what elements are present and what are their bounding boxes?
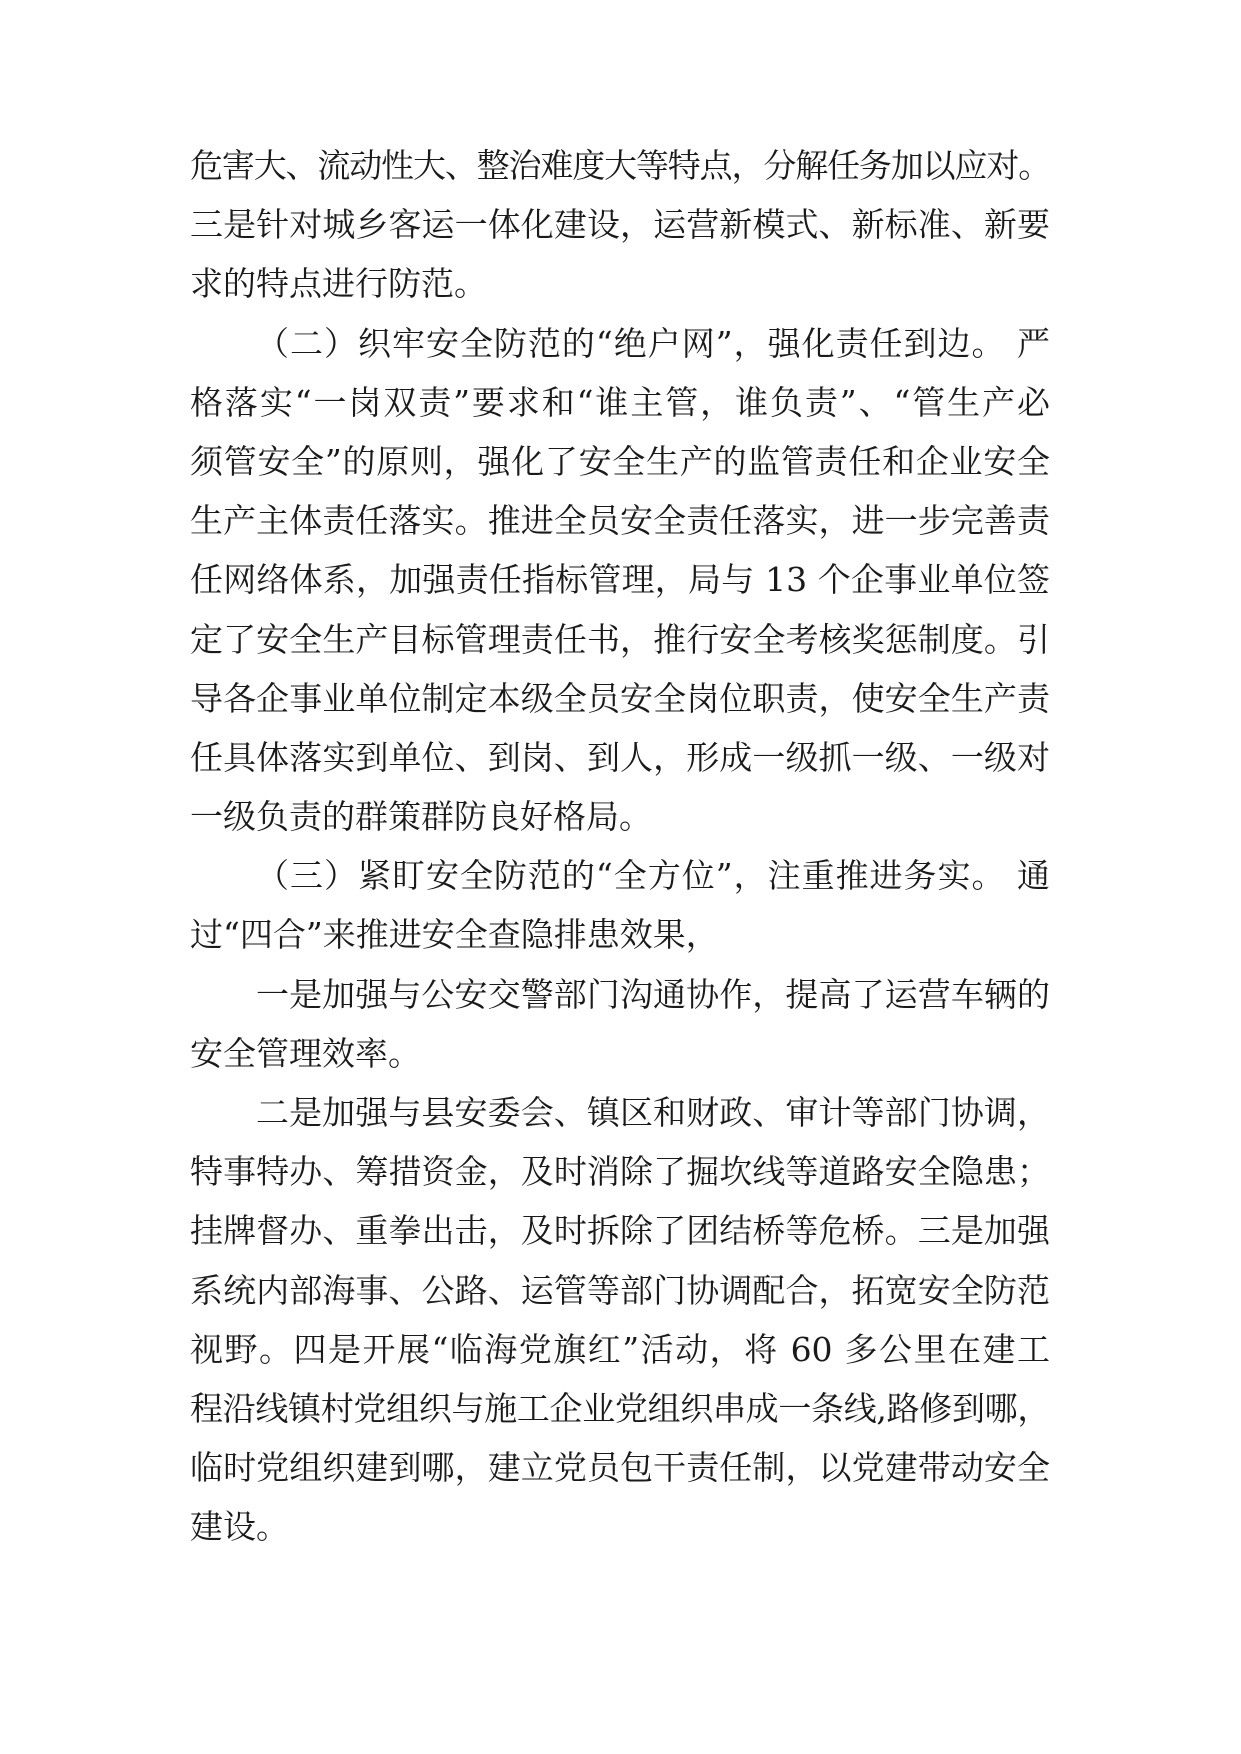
text-line: 二是加强与县安委会、镇区和财政、审计等部门协调， [256, 1093, 1050, 1132]
text-line: 格落实“一岗双责”要求和“谁主管，谁负责”、“管生产必 [190, 382, 1050, 422]
text-line: （三）紧盯安全防范的“全方位”，注重推进务实。 通 [256, 856, 1050, 896]
text-line: 视野。四是开展“临海党旗红”活动，将 60 多公里在建工 [190, 1329, 1050, 1369]
document-body [190, 136, 1050, 1557]
text-line: 一级负责的群策群防良好格局。 [190, 797, 652, 837]
text-line: 任具体落实到单位、到岗、到人，形成一级抓一级、一级对 [190, 737, 1050, 777]
text-line: 建设。 [190, 1507, 289, 1547]
text-line: 须管安全”的原则，强化了安全生产的监管责任和企业安全 [190, 441, 1050, 481]
text-line: 三是针对城乡客运一体化建设，运营新模式、新标准、新要 [190, 205, 1050, 245]
text-line: 任网络体系，加强责任指标管理，局与 13 个企事业单位签 [190, 560, 1050, 600]
document-page [190, 136, 1050, 1557]
text-line: 导各企事业单位制定本级全员安全岗位职责，使安全生产责 [190, 678, 1050, 718]
text-line: 求的特点进行防范。 [190, 264, 487, 304]
text-line: 特事特办、筹措资金，及时消除了掘坎线等道路安全隐患； [190, 1152, 1050, 1192]
text-line: （二）织牢安全防范的“绝户网”，强化责任到边。 严 [256, 323, 1050, 363]
text-line: 系统内部海事、公路、运管等部门协调配合，拓宽安全防范 [190, 1270, 1050, 1310]
text-line: 生产主体责任落实。推进全员安全责任落实，进一步完善责 [190, 501, 1050, 541]
text-line: 过“四合”来推进安全查隐排患效果， [190, 915, 719, 955]
text-line: 定了安全生产目标管理责任书，推行安全考核奖惩制度。引 [190, 619, 1050, 659]
text-line: 程沿线镇村党组织与施工企业党组织串成一条线,路修到哪， [190, 1388, 1050, 1428]
text-line: 挂牌督办、重拳出击，及时拆除了团结桥等危桥。三是加强 [190, 1211, 1050, 1251]
text-line: 一是加强与公安交警部门沟通协作，提高了运营车辆的 [256, 974, 1050, 1014]
text-line: 安全管理效率。 [190, 1033, 421, 1073]
text-line: 危害大、流动性大、整治难度大等特点，分解任务加以应对。 [190, 146, 1050, 185]
text-line: 临时党组织建到哪，建立党员包干责任制，以党建带动安全 [190, 1448, 1050, 1488]
